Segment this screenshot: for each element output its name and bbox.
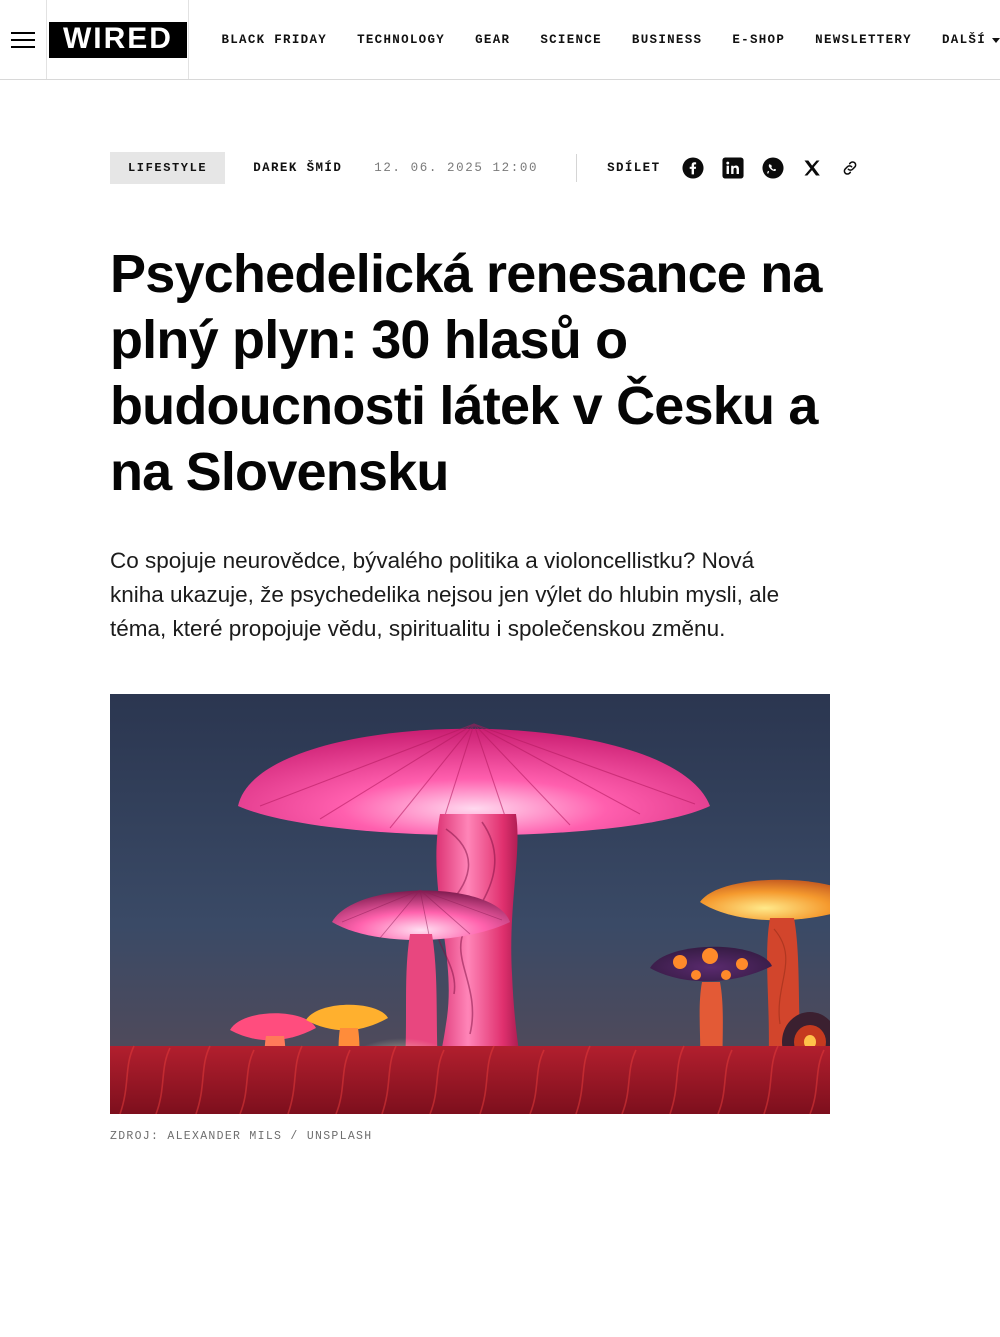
nav-item-black-friday[interactable]: BLACK FRIDAY <box>221 32 328 47</box>
image-credit: ZDROJ: ALEXANDER MILS / UNSPLASH <box>110 1130 373 1144</box>
article-dek: Co spojuje neurovědce, bývalého politika a violoncellistku? Nová kniha ukazuje, že psychedelika nejsou jen výlet do hlubin mysli, ale téma, které propojuje vědu, spiritualitu i společenskou změnu. <box>110 547 780 641</box>
hero-image <box>110 694 830 1114</box>
nav-item-more[interactable] <box>942 33 1000 47</box>
nav-item-newslettery[interactable]: NEWSLETTERY <box>815 32 912 47</box>
whatsapp-icon[interactable] <box>762 157 784 179</box>
article-body <box>0 152 1000 1143</box>
main-nav <box>189 0 1000 79</box>
nav-item-business[interactable]: BUSINESS <box>631 32 703 47</box>
hamburger-bar <box>11 46 35 48</box>
author-name[interactable]: DAREK ŠMÍD <box>253 161 343 175</box>
article-meta <box>110 152 890 184</box>
nav-item-eshop[interactable]: E-SHOP <box>732 32 786 47</box>
hamburger-icon[interactable] <box>0 0 47 79</box>
nav-item-more-label: DALŠÍ <box>941 32 986 47</box>
hamburger-bar <box>11 32 35 34</box>
page-title: Psychedelická renesance na plný plyn: 30 hlasů o budoucnosti látek v Česku a na Slovensku <box>110 244 822 502</box>
facebook-icon[interactable] <box>682 157 704 179</box>
share-bar <box>576 154 860 182</box>
linkedin-icon[interactable] <box>722 157 744 179</box>
site-logo[interactable] <box>47 0 189 79</box>
nav-item-gear[interactable]: GEAR <box>475 32 511 47</box>
publish-date: 12. 06. 2025 12:00 <box>374 161 539 175</box>
hamburger-bar <box>11 39 35 41</box>
category-badge[interactable]: LIFESTYLE <box>110 152 225 184</box>
share-label: SDÍLET <box>607 161 661 175</box>
nav-item-science[interactable]: SCIENCE <box>540 32 602 47</box>
chevron-down-icon <box>992 38 1000 43</box>
copy-link-icon[interactable] <box>840 158 860 178</box>
nav-item-technology[interactable]: TECHNOLOGY <box>357 32 446 47</box>
x-twitter-icon[interactable] <box>802 158 822 178</box>
site-header <box>0 0 1000 80</box>
site-logo-text: WIRED <box>49 22 187 58</box>
